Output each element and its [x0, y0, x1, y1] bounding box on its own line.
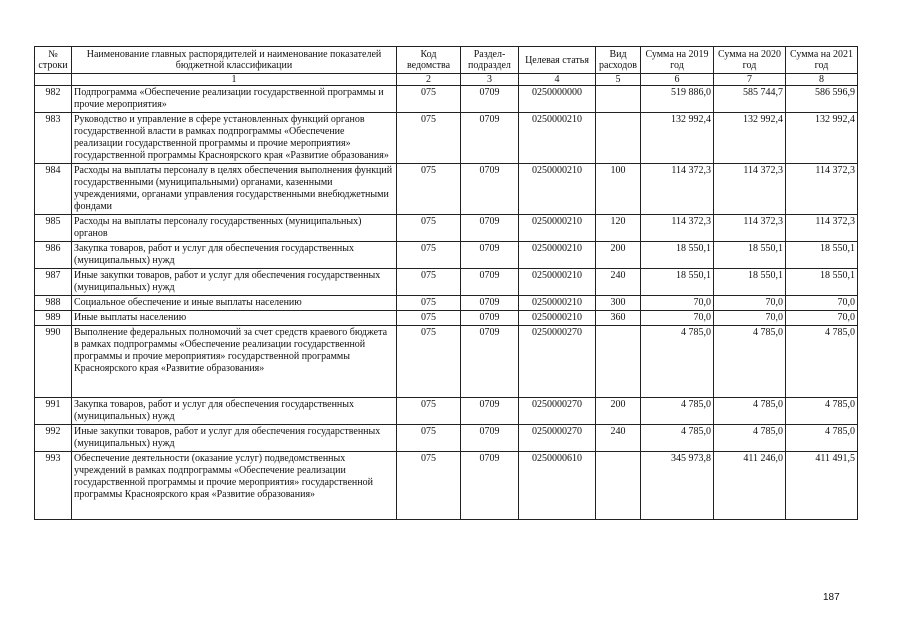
row-expense-type	[596, 113, 641, 164]
row-sum-2019: 4 785,0	[641, 326, 714, 398]
row-expense-type: 360	[596, 311, 641, 326]
row-sum-2021: 4 785,0	[786, 425, 858, 452]
table-row	[35, 86, 858, 113]
row-sum-2021: 4 785,0	[786, 398, 858, 425]
row-department-code: 075	[397, 269, 461, 296]
column-number: 5	[596, 74, 641, 86]
table-row	[35, 398, 858, 425]
row-section: 0709	[461, 398, 519, 425]
row-number: 983	[35, 113, 72, 164]
row-sum-2020: 70,0	[714, 311, 786, 326]
header-target-item: Целевая статья	[519, 47, 596, 74]
row-number: 989	[35, 311, 72, 326]
table-row	[35, 311, 858, 326]
header-expense-type: Вид расходов	[596, 47, 641, 74]
row-department-code: 075	[397, 452, 461, 520]
column-number: 1	[72, 74, 397, 86]
row-section: 0709	[461, 113, 519, 164]
header-sum-2019: Сумма на 2019 год	[641, 47, 714, 74]
row-sum-2020: 70,0	[714, 296, 786, 311]
column-number-row	[35, 74, 858, 86]
row-sum-2019: 70,0	[641, 311, 714, 326]
row-expense-type	[596, 326, 641, 398]
row-sum-2021: 18 550,1	[786, 242, 858, 269]
row-number: 990	[35, 326, 72, 398]
row-department-code: 075	[397, 86, 461, 113]
budget-table	[34, 46, 858, 520]
row-sum-2019: 114 372,3	[641, 215, 714, 242]
table-row	[35, 242, 858, 269]
row-target-item: 0250000000	[519, 86, 596, 113]
row-sum-2020: 114 372,3	[714, 164, 786, 215]
page-number: 187	[823, 592, 840, 603]
header-sum-2021: Сумма на 2021 год	[786, 47, 858, 74]
row-name: Закупка товаров, работ и услуг для обеспечения государственных (муниципальных) нужд	[72, 398, 397, 425]
row-sum-2021: 132 992,4	[786, 113, 858, 164]
column-number: 3	[461, 74, 519, 86]
row-sum-2020: 4 785,0	[714, 398, 786, 425]
row-section: 0709	[461, 452, 519, 520]
row-sum-2019: 18 550,1	[641, 242, 714, 269]
table-row	[35, 296, 858, 311]
row-section: 0709	[461, 311, 519, 326]
row-number: 986	[35, 242, 72, 269]
row-name: Расходы на выплаты персоналу в целях обеспечения выполнения функций государственными (муниципальными) органами, казенными учреждениями, органами управления государственными внебюджетными фондами	[72, 164, 397, 215]
row-sum-2020: 114 372,3	[714, 215, 786, 242]
row-sum-2020: 4 785,0	[714, 425, 786, 452]
row-department-code: 075	[397, 425, 461, 452]
row-number: 988	[35, 296, 72, 311]
row-expense-type: 200	[596, 242, 641, 269]
row-expense-type: 300	[596, 296, 641, 311]
row-sum-2019: 4 785,0	[641, 398, 714, 425]
row-section: 0709	[461, 296, 519, 311]
row-sum-2019: 114 372,3	[641, 164, 714, 215]
column-number: 6	[641, 74, 714, 86]
header-name: Наименование главных распорядителей и наименование показателей бюджетной классификации	[72, 47, 397, 74]
row-sum-2021: 114 372,3	[786, 164, 858, 215]
row-name: Расходы на выплаты персоналу государственных (муниципальных) органов	[72, 215, 397, 242]
row-expense-type: 240	[596, 269, 641, 296]
row-target-item: 0250000270	[519, 425, 596, 452]
column-number: 2	[397, 74, 461, 86]
row-department-code: 075	[397, 113, 461, 164]
row-department-code: 075	[397, 398, 461, 425]
row-sum-2021: 411 491,5	[786, 452, 858, 520]
row-department-code: 075	[397, 215, 461, 242]
row-section: 0709	[461, 269, 519, 296]
row-sum-2021: 70,0	[786, 296, 858, 311]
table-row	[35, 164, 858, 215]
row-number: 992	[35, 425, 72, 452]
row-name: Выполнение федеральных полномочий за счет средств краевого бюджета в рамках подпрограммы «Обеспечение реализации государственной программы и прочие мероприятия» государственной программы Красноярского края «Развитие образования»	[72, 326, 397, 398]
row-section: 0709	[461, 86, 519, 113]
row-section: 0709	[461, 326, 519, 398]
row-name: Обеспечение деятельности (оказание услуг) подведомственных учреждений в рамках подпрограммы «Обеспечение реализации государственной программы и прочие мероприятия» государственной программы Красноярского края «Развитие образования»	[72, 452, 397, 520]
row-section: 0709	[461, 242, 519, 269]
column-number: 7	[714, 74, 786, 86]
row-sum-2019: 519 886,0	[641, 86, 714, 113]
row-sum-2020: 18 550,1	[714, 269, 786, 296]
row-name: Подпрограмма «Обеспечение реализации государственной программы и прочие мероприятия»	[72, 86, 397, 113]
row-sum-2021: 114 372,3	[786, 215, 858, 242]
row-sum-2021: 18 550,1	[786, 269, 858, 296]
row-number: 987	[35, 269, 72, 296]
table-row	[35, 425, 858, 452]
row-number: 993	[35, 452, 72, 520]
budget-table-sheet	[34, 46, 858, 520]
row-target-item: 0250000210	[519, 242, 596, 269]
row-department-code: 075	[397, 242, 461, 269]
row-section: 0709	[461, 215, 519, 242]
row-expense-type: 200	[596, 398, 641, 425]
row-sum-2021: 586 596,9	[786, 86, 858, 113]
row-target-item: 0250000610	[519, 452, 596, 520]
header-row-number: № строки	[35, 47, 72, 74]
header-section: Раздел-подраздел	[461, 47, 519, 74]
row-section: 0709	[461, 164, 519, 215]
header-row	[35, 47, 858, 74]
table-row	[35, 269, 858, 296]
column-number	[35, 74, 72, 86]
row-target-item: 0250000210	[519, 164, 596, 215]
row-target-item: 0250000210	[519, 113, 596, 164]
row-number: 984	[35, 164, 72, 215]
row-name: Закупка товаров, работ и услуг для обеспечения государственных (муниципальных) нужд	[72, 242, 397, 269]
table-row	[35, 113, 858, 164]
row-department-code: 075	[397, 164, 461, 215]
row-number: 982	[35, 86, 72, 113]
row-name: Иные выплаты населению	[72, 311, 397, 326]
column-number: 8	[786, 74, 858, 86]
column-number: 4	[519, 74, 596, 86]
row-target-item: 0250000210	[519, 215, 596, 242]
row-sum-2020: 585 744,7	[714, 86, 786, 113]
row-target-item: 0250000210	[519, 269, 596, 296]
row-expense-type: 240	[596, 425, 641, 452]
row-sum-2020: 132 992,4	[714, 113, 786, 164]
row-expense-type: 120	[596, 215, 641, 242]
row-name: Иные закупки товаров, работ и услуг для обеспечения государственных (муниципальных) нужд	[72, 425, 397, 452]
header-sum-2020: Сумма на 2020 год	[714, 47, 786, 74]
row-sum-2021: 4 785,0	[786, 326, 858, 398]
row-expense-type	[596, 452, 641, 520]
table-row	[35, 215, 858, 242]
row-name: Руководство и управление в сфере установленных функций органов государственной власти в рамках подпрограммы «Обеспечение реализации государственной программы и прочие мероприятия» государственной программы Красноярского края «Развитие образования»	[72, 113, 397, 164]
row-sum-2019: 4 785,0	[641, 425, 714, 452]
row-target-item: 0250000210	[519, 296, 596, 311]
row-sum-2020: 4 785,0	[714, 326, 786, 398]
row-number: 991	[35, 398, 72, 425]
row-target-item: 0250000210	[519, 311, 596, 326]
table-row	[35, 326, 858, 398]
row-department-code: 075	[397, 311, 461, 326]
row-expense-type: 100	[596, 164, 641, 215]
row-sum-2019: 132 992,4	[641, 113, 714, 164]
row-sum-2021: 70,0	[786, 311, 858, 326]
row-name: Иные закупки товаров, работ и услуг для обеспечения государственных (муниципальных) нужд	[72, 269, 397, 296]
row-sum-2020: 411 246,0	[714, 452, 786, 520]
row-sum-2019: 18 550,1	[641, 269, 714, 296]
row-section: 0709	[461, 425, 519, 452]
row-expense-type	[596, 86, 641, 113]
row-department-code: 075	[397, 296, 461, 311]
row-department-code: 075	[397, 326, 461, 398]
header-department-code: Код ведомства	[397, 47, 461, 74]
row-sum-2019: 70,0	[641, 296, 714, 311]
row-target-item: 0250000270	[519, 398, 596, 425]
row-sum-2019: 345 973,8	[641, 452, 714, 520]
row-name: Социальное обеспечение и иные выплаты населению	[72, 296, 397, 311]
row-target-item: 0250000270	[519, 326, 596, 398]
row-sum-2020: 18 550,1	[714, 242, 786, 269]
table-row	[35, 452, 858, 520]
row-number: 985	[35, 215, 72, 242]
